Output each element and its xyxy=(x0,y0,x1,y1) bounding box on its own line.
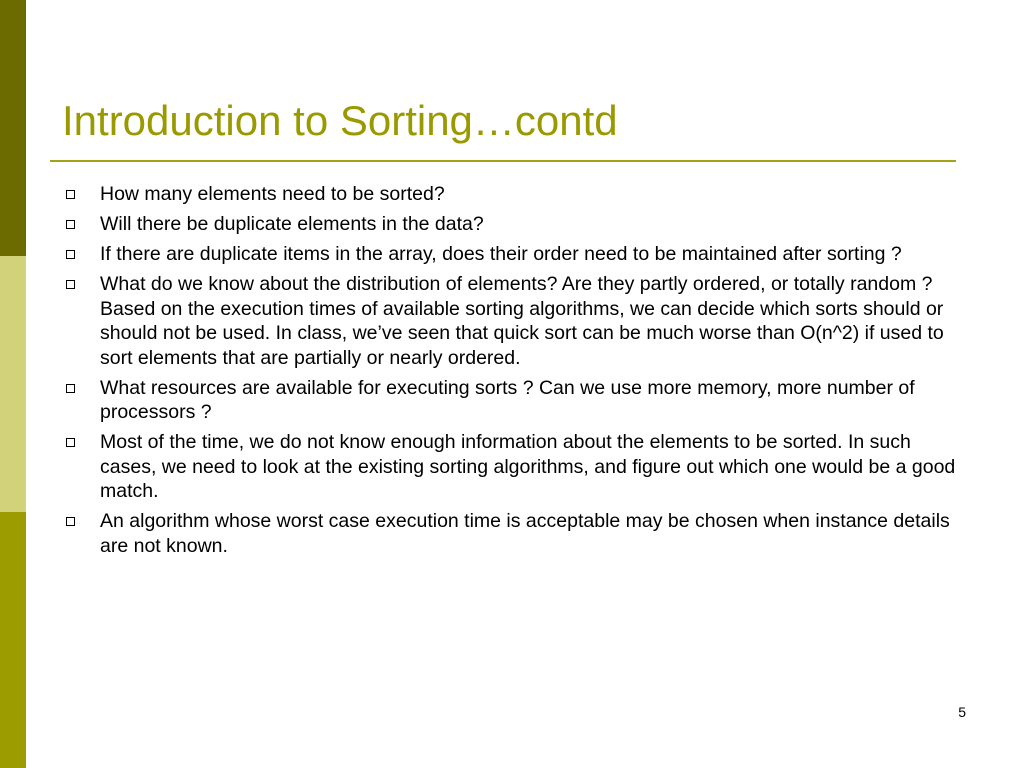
bullet-text: If there are duplicate items in the array, does their order need to be maintained after sorting ? xyxy=(100,243,902,265)
hollow-square-bullet-icon xyxy=(66,517,75,526)
hollow-square-bullet-icon xyxy=(66,438,75,447)
bullet-item xyxy=(62,182,962,207)
hollow-square-bullet-icon xyxy=(66,384,75,393)
hollow-square-bullet-icon xyxy=(66,220,75,229)
bullet-text: How many elements need to be sorted? xyxy=(100,183,445,205)
side-bar-olive-segment xyxy=(0,512,26,768)
side-bar-light-segment xyxy=(0,256,26,512)
bullet-item xyxy=(62,242,962,267)
bullet-text: An algorithm whose worst case execution time is acceptable may be chosen when instance details are not known. xyxy=(100,510,950,557)
slide-number: 5 xyxy=(958,704,966,720)
bullet-item xyxy=(62,376,962,425)
bullet-text: What resources are available for executing sorts ? Can we use more memory, more number of processors ? xyxy=(100,376,915,423)
title-divider xyxy=(50,160,956,162)
slide-title: Introduction to Sorting…contd xyxy=(62,97,618,144)
bullet-item xyxy=(62,272,962,370)
bullet-text: What do we know about the distribution of elements? Are they partly ordered, or totally random ? Based on the execution times of available sorting algorithms, we can decide which sorts should or should not be used. In class, we’ve seen that quick sort can be much worse than O(n^2) if used to sort elements that are partially or nearly ordered. xyxy=(100,273,944,369)
bullet-list xyxy=(62,182,962,564)
hollow-square-bullet-icon xyxy=(66,280,75,289)
hollow-square-bullet-icon xyxy=(66,190,75,199)
bullet-text: Will there be duplicate elements in the data? xyxy=(100,213,484,235)
bullet-item xyxy=(62,212,962,237)
bullet-item xyxy=(62,509,962,558)
bullet-text: Most of the time, we do not know enough information about the elements to be sorted. In such cases, we need to look at the existing sorting algorithms, and figure out which one would be a good match. xyxy=(100,431,956,502)
bullet-item xyxy=(62,430,962,504)
side-color-bar xyxy=(0,0,26,768)
side-bar-dark-segment xyxy=(0,0,26,256)
hollow-square-bullet-icon xyxy=(66,250,75,259)
